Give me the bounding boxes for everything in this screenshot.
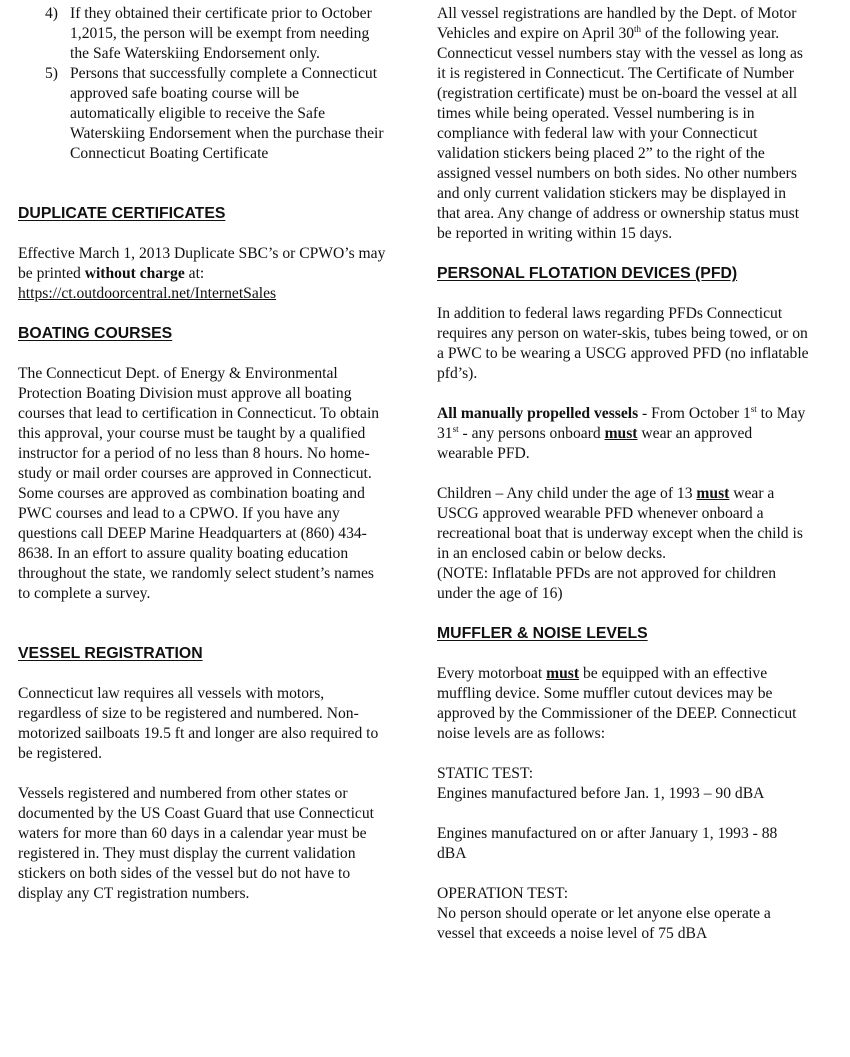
duplicate-text-start: Effective March 1, 2013 Duplicate SBC’s or CPWO’s may be printed bbox=[18, 245, 386, 282]
must-emphasis: must bbox=[546, 665, 580, 682]
registration-text-start: All vessel registrations are handled by the Dept. of Motor Vehicles and expire on April 30 bbox=[437, 5, 797, 42]
operation-test-line: No person should operate or let anyone else operate a vessel that exceeds a noise level of 75 dBA bbox=[437, 905, 771, 942]
text-span: to May 31 bbox=[437, 405, 806, 442]
without-charge-text: without charge bbox=[84, 265, 185, 282]
boating-courses-heading: BOATING COURSES bbox=[18, 325, 173, 342]
pfd-paragraph: In addition to federal laws regarding PFDs Connecticut requires any person on water-skis, tubes being towed, or on a PWC to be wearing a USCG approved PFD (no inflatable pfd’s). bbox=[437, 305, 809, 382]
list-item-number: 5) bbox=[45, 65, 58, 82]
registration-text-end: of the following year. Connecticut vessel numbers stay with the vessel as long as it is registered in Connecticut. The Certificate of Number (registration certificate) must be on-board the vessel at all times while being operated. Vessel numbering is in compliance with federal law with your Connecticut validation stickers being placed 2” to the right of the assigned vessel numbers on both sides. No other numbers and only current validation stickers may be displayed in that area. Any change of address or ownership status must be reported in writing within 15 days. bbox=[437, 25, 803, 242]
superscript: st bbox=[750, 404, 757, 414]
text-span: wear a USCG approved wearable PFD whenever onboard a recreational boat that is underway except when the child is in an enclosed cabin or below decks. bbox=[437, 485, 803, 562]
boating-courses-text: The Connecticut Dept. of Energy & Environmental Protection Boating Division must approve all boating courses that lead to certification in Connecticut. To obtain this approval, your course must be taught by a qualified instructor for a period of no less than 8 hours. No home-study or mail order courses are approved in Connecticut. Some courses are approved as combination boating and PWC courses and lead to a CPWO. If you have any questions call DEEP Marine Headquarters at (860) 434-8638. In an effort to assure quality boating education throughout the state, we randomly select student’s names to complete a survey. bbox=[18, 365, 380, 602]
list-item-number: 4) bbox=[45, 5, 58, 22]
internet-sales-link[interactable]: https://ct.outdoorcentral.net/InternetSales bbox=[18, 285, 277, 302]
eligibility-list bbox=[18, 4, 386, 164]
vessel-registration-paragraph: Connecticut law requires all vessels with motors, regardless of size to be registered and numbered. Non-motorized sailboats 19.5 ft and longer are also required to be registered. bbox=[18, 685, 379, 762]
list-item bbox=[18, 4, 386, 64]
vessel-registration-heading: VESSEL REGISTRATION bbox=[18, 645, 203, 662]
post-1993-line: Engines manufactured on or after January 1, 1993 - 88 dBA bbox=[437, 825, 778, 862]
text-span: be equipped with an effective muffling device. Some muffler cutout devices may be approved by the Commissioner of the DEEP. Connecticut noise levels are as follows: bbox=[437, 665, 797, 742]
manually-propelled-label: All manually propelled vessels bbox=[437, 405, 639, 422]
muffler-paragraph bbox=[437, 664, 809, 744]
list-item bbox=[18, 64, 386, 164]
manually-propelled-paragraph bbox=[437, 404, 809, 464]
left-column bbox=[18, 4, 386, 904]
vessel-registration-paragraph: Vessels registered and numbered from other states or documented by the US Coast Guard that use Connecticut waters for more than 60 days in a calendar year must be registered in. They must display the current validation stickers on both sides of the vessel but do not have to display any CT registration numbers. bbox=[18, 785, 374, 902]
right-column bbox=[437, 4, 809, 944]
text-span: wear an approved wearable PFD. bbox=[437, 425, 753, 462]
muffler-heading: MUFFLER & NOISE LEVELS bbox=[437, 625, 648, 642]
text-span: - From October 1 bbox=[638, 405, 751, 422]
static-test-line: Engines manufactured before Jan. 1, 1993 – 90 dBA bbox=[437, 785, 765, 802]
children-pfd-paragraph bbox=[437, 484, 809, 604]
duplicate-certificates-heading: DUPLICATE CERTIFICATES bbox=[18, 205, 226, 222]
static-test-label: STATIC TEST: bbox=[437, 765, 534, 782]
text-span: Every motorboat bbox=[437, 665, 547, 682]
list-item-text: If they obtained their certificate prior to October 1,2015, the person will be exempt from needing the Safe Waterskiing Endorsement only. bbox=[70, 5, 372, 62]
duplicate-text-end: at: bbox=[184, 265, 205, 282]
duplicate-certificates-text bbox=[18, 244, 386, 304]
must-emphasis: must bbox=[696, 485, 730, 502]
must-emphasis: must bbox=[604, 425, 638, 442]
text-span: Children – Any child under the age of 13 bbox=[437, 485, 697, 502]
list-item-text: Persons that successfully complete a Connecticut approved safe boating course will be automatically eligible to receive the Safe Waterskiing Endorsement when the purchase their Connecticut Boating Certificate bbox=[70, 65, 384, 162]
inflatable-note: (NOTE: Inflatable PFDs are not approved for children under the age of 16) bbox=[437, 565, 777, 602]
static-test bbox=[437, 764, 809, 804]
pfd-heading: PERSONAL FLOTATION DEVICES (PFD) bbox=[437, 265, 738, 282]
registration-continued-text bbox=[437, 4, 809, 244]
text-span: - any persons onboard bbox=[458, 425, 605, 442]
operation-test bbox=[437, 884, 809, 944]
operation-test-label: OPERATION TEST: bbox=[437, 885, 569, 902]
superscript: st bbox=[452, 424, 459, 434]
superscript: th bbox=[634, 24, 642, 34]
